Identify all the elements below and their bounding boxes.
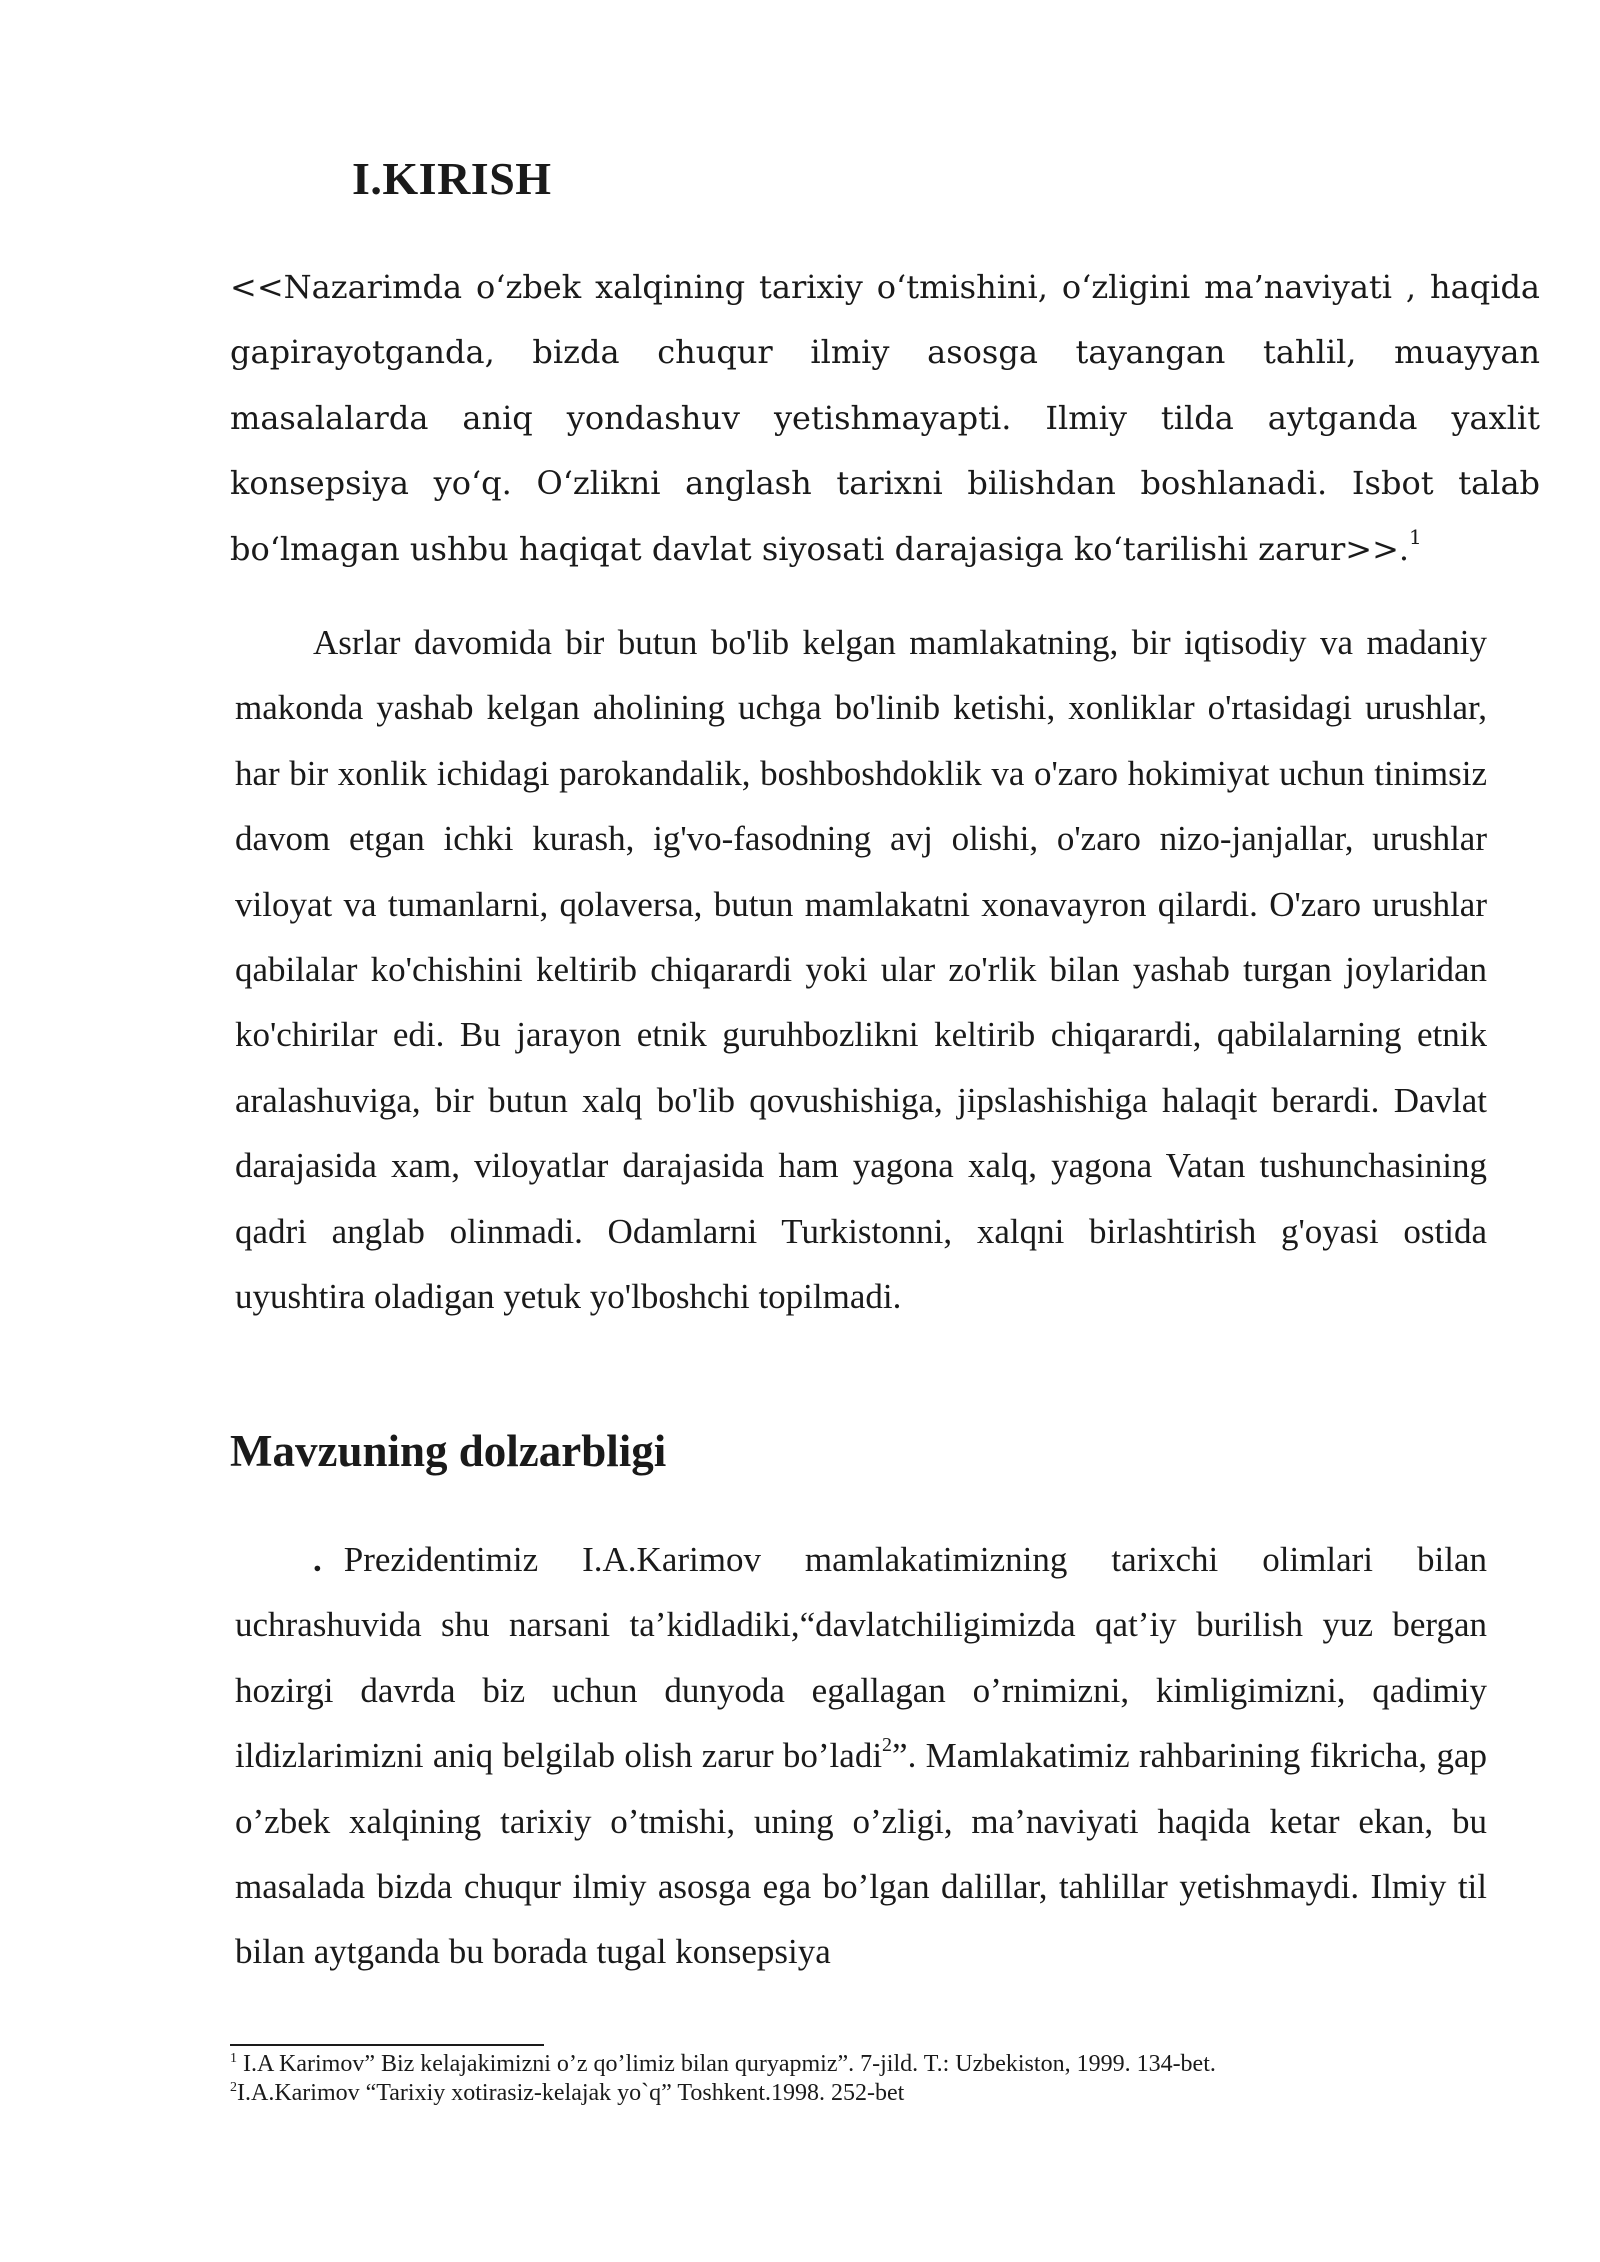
footnote-number-1: 1 [230, 2051, 237, 2066]
page-title: I.KIRISH [352, 153, 552, 204]
footnote-separator [230, 2044, 544, 2046]
quote-text: <<Nazarimda o‘zbek xalqining tarixiy o‘tmishini, o‘zligini ma’naviyati , haqida gapirayotganda, bizda chuqur ilmiy asosga tayangan tahlil, muayyan masalalarda aniq yondashuv yetishmayapti. Ilmiy tilda aytganda yaxlit konsepsiya yo‘q. O‘zlikni anglash tarixni bilishdan boshlanadi. Isbot talab bo‘lmagan ushbu haqiqat davlat siyosati darajasiga ko‘tarilishi zarur>>. [230, 268, 1540, 568]
intro-paragraph: Asrlar davomida bir butun bo'lib kelgan mamlakatning, bir iqtisodiy va madaniy makonda yashab kelgan aholining uchga bo'linib ketishi, xonliklar o'rtasidagi urushlar, har bir xonlik ichidagi parokandalik, boshboshdoklik va o'zaro hokimiyat uchun tinimsiz davom etgan ichki kurash, ig'vo-fasodning avj olishi, o'zaro nizo-janjallar, urushlar viloyat va tumanlarni, qolaversa, butun mamlakatni xonavayron qilardi. O'zaro urushlar qabilalar ko'chishini keltirib chiqarardi yoki ular zo'rlik bilan yashab turgan joylaridan ko'chirilar edi. Bu jarayon etnik guruhbozlikni keltirib chiqarardi, qabilalarning etnik aralashuviga, bir butun xalq bo'lib qovushishiga, jipslashishiga halaqit berardi. Davlat darajasida xam, viloyatlar darajasida ham yagona xalq, yagona Vatan tushunchasining qadri anglab olinmadi. Odamlarni Turkistonni, xalqni birlashtirish g'oyasi ostida uyushtira oladigan yetuk yo'lboshchi topilmadi. [235, 623, 1487, 1317]
bullet-dot: . [313, 1540, 322, 1579]
relevance-text-end: ”. Mamlakatimiz rahbarining fikricha, gap o’zbek xalqining tarixiy o’tmishi, uning o’zligi, ma’naviyati haqida ketar ekan, bu masalada bizda chuqur ilmiy asosga ega bo’lgan dalillar, tahlillar yetishmaydi. Ilmiy til bilan aytganda bu borada tugal konsepsiya [235, 1736, 1487, 1972]
footnote-ref-1: 1 [1409, 524, 1422, 549]
footnotes [230, 2050, 1530, 2108]
footnote-2 [230, 2079, 1530, 2108]
section-heading: Mavzuning dolzarbligi [230, 1426, 667, 1476]
footnote-number-2: 2 [230, 2080, 237, 2095]
footnote-ref-2: 2 [882, 1734, 893, 1757]
relevance-text-start: Prezidentimiz I.A.Karimov mamlakatimizning tarixchi olimlari bilan uchrashuvida shu narsani ta’kidladiki,“davlatchiligimizda qat’iy burilish yuz bergan hozirgi davrda biz uchun dunyoda egallagan o’rnimizni, kimligimizni, qadimiy ildizlarimizni aniq belgilab olish zarur bo’ladi [235, 1540, 1487, 1776]
footnote-1 [230, 2050, 1530, 2079]
footnote-text-1: I.A Karimov” Biz kelajakimizni o’z qo’limiz bilan quryapmiz”. 7-jild. T.: Uzbekiston, 1999. 134-bet. [237, 2051, 1216, 2077]
relevance-paragraph [235, 1527, 1487, 1985]
footnote-text-2: I.A.Karimov “Tarixiy xotirasiz-kelajak yo`q” Toshkent.1998. 252-bet [237, 2080, 905, 2106]
epigraph-quote [230, 255, 1540, 582]
